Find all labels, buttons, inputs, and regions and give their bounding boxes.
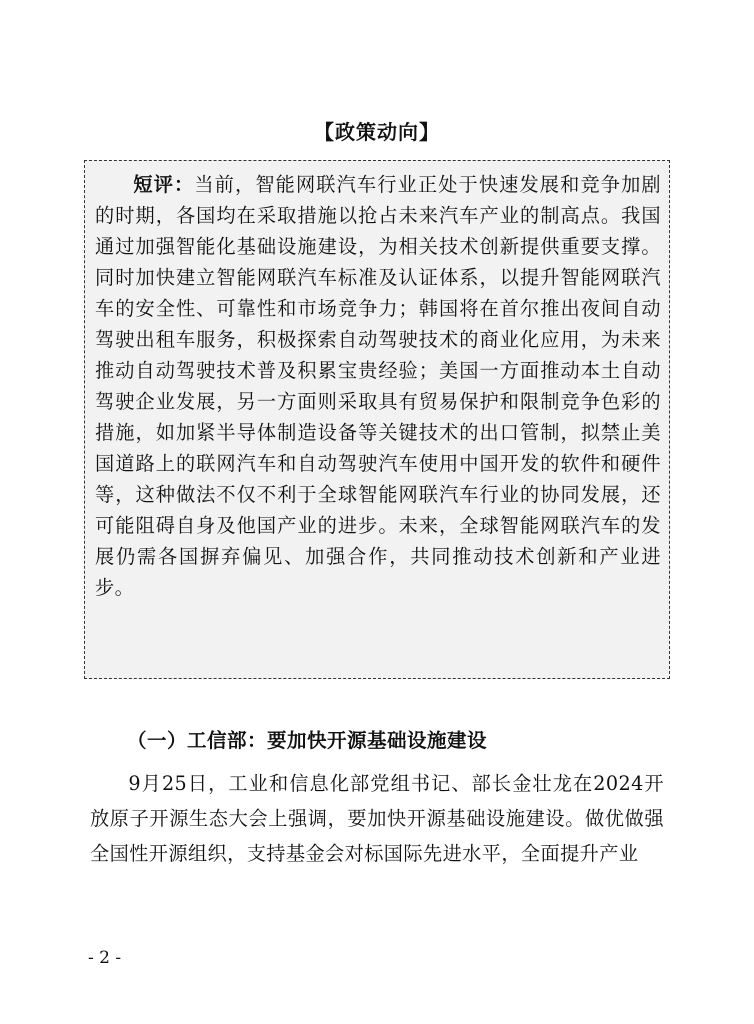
commentary-paragraph (95, 169, 661, 603)
commentary-label: 短评： (133, 173, 195, 196)
page-number: - 2 - (88, 948, 122, 968)
subsection-heading: （一）工信部：要加快开源基础设施建设 (127, 729, 488, 752)
section-title: 【政策动向】 (314, 120, 440, 144)
commentary-box (84, 160, 670, 679)
body-paragraph: 9月25日，工业和信息化部党组书记、部长金壮龙在2024开放原子开源生态大会上强调，要加快开源基础设施建设。做优做强全国性开源组织，支持基金会对标国际先进水平，全面提升产业 (90, 772, 664, 865)
commentary-text: 当前，智能网联汽车行业正处于快速发展和竞争加剧的时期，各国均在采取措施以抢占未来汽车产业的制高点。我国通过加强智能化基础设施建设，为相关技术创新提供重要支撑。同时加快建立智能网联汽车标准及认证体系，以提升智能网联汽车的安全性、可靠性和市场竞争力；韩国将在首尔推出夜间自动驾驶出租车服务，积极探索自动驾驶技术的商业化应用，为未来推动自动驾驶技术普及积累宝贵经验；美国一方面推动本土自动驾驶企业发展，另一方面则采取具有贸易保护和限制竞争色彩的措施，如加紧半导体制造设备等关键技术的出口管制，拟禁止美国道路上的联网汽车和自动驾驶汽车使用中国开发的软件和硬件等，这种做法不仅不利于全球智能网联汽车行业的协同发展，还可能阻碍自身及他国产业的进步。未来，全球智能网联汽车的发展仍需各国摒弃偏见、加强合作，共同推动技术创新和产业进步。 (95, 173, 661, 599)
